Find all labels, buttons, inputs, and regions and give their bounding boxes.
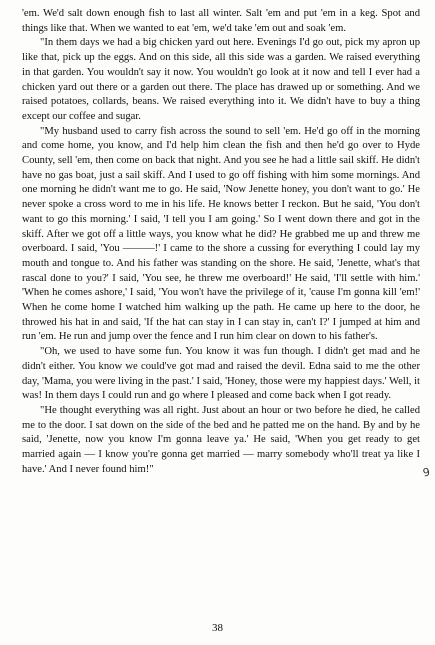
paragraph-3: "My husband used to carry fish across the sound to sell 'em. He'd go off in the morning and come home, you know, and I'd help him clean the fish and then he'd go over to Hyde County, sell 'em, then come on back that night. And you see he had a little sail skiff. He didn't have no gas boat, just a sail skiff. And I used to go off fishing with him some mornings. And one morning he didn't want me to go. He said, 'Now Jenette honey, you don't want to go.' He never spoke a cross word to me in his life. He knows better I reckon. But he said, 'You don't want to go this morning.' I said, 'I tell you I am going.' So I went down there and got in the skiff. After we got off a little ways, you know what he did? He grabbed me up and threw me overboard. I said, 'You ———!' I came to the shore a cussing for everything I could lay my mouth and tongue to. And his father was standing on the shore. He said, 'Jenette, what's that rascal done to you?' I said, 'You see, he threw me overboard!' He said, 'I'll settle with him.' 'When he comes ashore,' I said, 'You won't have the privilege of it, 'cause I'm gonna kill 'em!' When he come home I watched him walking up the path. He came up here to the door, he throwed his hat in and said, 'If the hat can stay in I can stay in, can't I?' I jumped at him and run 'em. He run and jump over the fence and I run him clear on down to his father's. — [22, 125, 420, 343]
page-number: 38 — [212, 622, 223, 634]
paragraph-4: "Oh, we used to have some fun. You know it was fun though. I didn't get mad and he didn't either. You know we could've got mad and raised the devil. Edna said to me the other day, 'Mama, you were living in the past.' I said, 'Honey, those were my happiest days.' Well, it was! In them days I could run and go where I pleased and come back when I got ready. — [22, 346, 420, 402]
page-body-text — [22, 7, 420, 478]
paragraph-5: "He thought everything was all right. Just about an hour or two before he died, he called me to the door. I sat down on the side of the bed and he patted me on the hand. By and by he said, 'Jenette, now you know I'm gonna leave ya.' He said, 'When you get ready to get married again — I know you're gonna get married — marry somebody who'll treat ya like I have.' And I never found him!" — [22, 404, 420, 475]
paragraph-2: "In them days we had a big chicken yard out here. Evenings I'd go out, pick my apron up like that, pick up the eggs. And on this side, all this side was a garden. We raised everything in that garden. You wouldn't say it now. You wouldn't go look at it now and tell I ever had a chicken yard out there or a garden out there. The place has drawed up or something. And we raised potatoes, collards, beans. We raised everything into it. We didn't have to buy a thing except our coffee and sugar. — [22, 37, 420, 122]
handwritten-margin-mark: 9 — [421, 465, 432, 480]
paragraph-1: 'em. We'd salt down enough fish to last all winter. Salt 'em and put 'em in a keg. Spot and things like that. When we wanted to eat 'em, we'd take 'em out and soak 'em. — [22, 8, 420, 34]
